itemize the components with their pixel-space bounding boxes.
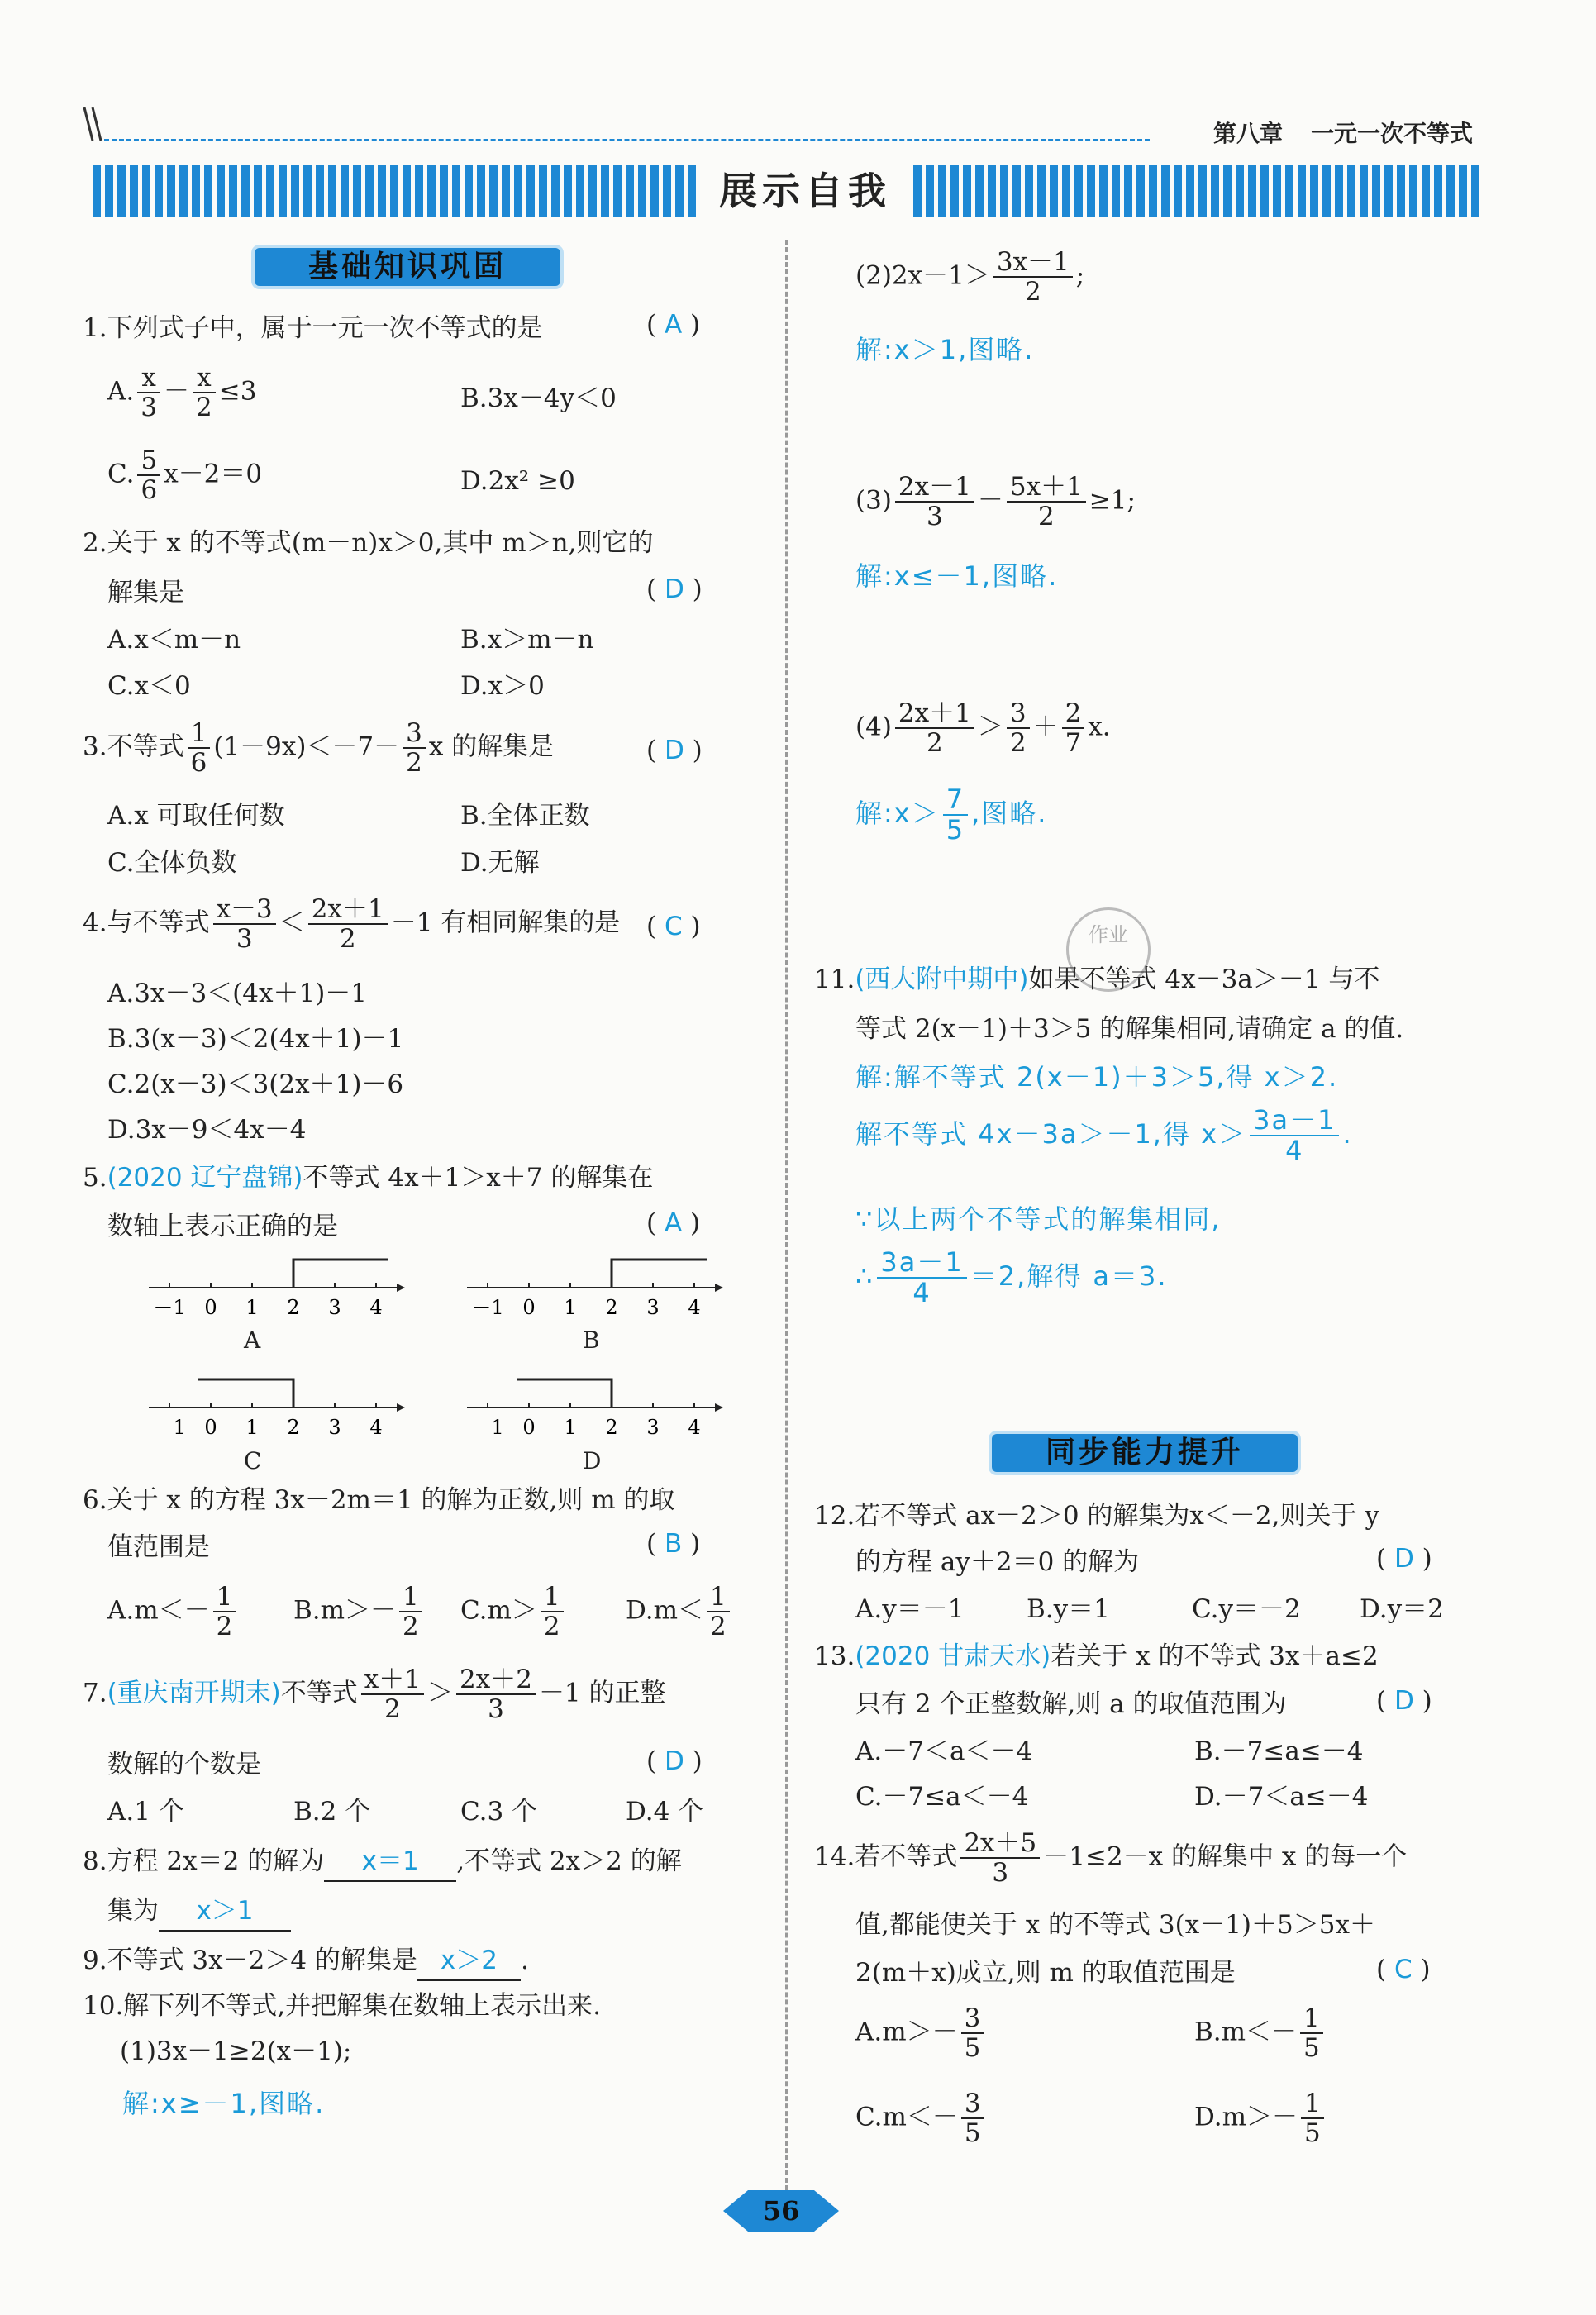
- q13-option-b: B.－7≤a≤－4: [1194, 1736, 1364, 1766]
- q7-stem2: 数解的个数是: [107, 1750, 261, 1779]
- svg-text:2: 2: [287, 1416, 300, 1439]
- q10-solution1: 解:x≥－1,图略.: [122, 2088, 326, 2119]
- q2-option-a: A.x＜m－n: [107, 625, 241, 655]
- q4-option-d: D.3x－9＜4x－4: [107, 1115, 307, 1145]
- q2-stem: 2.关于 x 的不等式(m－n)x＞0,其中 m＞n,则它的: [83, 528, 654, 558]
- q10-part1: (1)3x－1≥2(x－1);: [120, 2036, 352, 2066]
- q5-numberline-c: [145, 1368, 409, 1459]
- q5-label-b: B: [583, 1327, 600, 1354]
- q4-answer: ( C ): [646, 912, 701, 941]
- q12-stem2: 的方程 ay＋2＝0 的解为: [855, 1547, 1140, 1577]
- q3-answer: ( D ): [646, 736, 703, 765]
- q14-answer: ( C ): [1376, 1955, 1431, 1984]
- q13-stem: 13.(2020 甘肃天水)若关于 x 的不等式 3x＋a≤2: [814, 1641, 1379, 1671]
- q3-option-b: B.全体正数: [460, 801, 590, 831]
- svg-text:0: 0: [522, 1296, 536, 1319]
- svg-text:4: 4: [369, 1416, 383, 1439]
- q12-stem: 12.若不等式 ax－2＞0 的解集为x＜－2,则关于 y: [814, 1501, 1379, 1531]
- svg-text:2: 2: [605, 1416, 618, 1439]
- svg-text:4: 4: [688, 1296, 701, 1319]
- q10-stem: 10.解下列不等式,并把解集在数轴上表示出来.: [83, 1991, 602, 2021]
- q14-option-b: B.m＜－ $\frac{1}{5}$: [1194, 2004, 1327, 2062]
- q3-stem: 3.不等式 $\frac{1}{6}$ (1－9x)＜－7－ $\frac{3}{2}$ x 的解集是: [83, 718, 555, 779]
- q3-option-c: C.全体负数: [107, 848, 237, 878]
- q10-solution3: 解:x≤－1,图略.: [855, 560, 1059, 592]
- header-dashed-line: [104, 139, 1150, 141]
- q14-option-d: D.m＞－ $\frac{1}{5}$: [1194, 2089, 1327, 2147]
- svg-text:3: 3: [328, 1296, 341, 1319]
- q7-option-a: A.1 个: [107, 1797, 184, 1827]
- svg-text:－1: －1: [471, 1296, 504, 1319]
- q5-label-a: A: [244, 1327, 261, 1354]
- q8-stem: 8.方程 2x＝2 的解为 x＝1 ,不等式 2x＞2 的解: [83, 1843, 682, 1882]
- q12-option-c: C.y＝－2: [1192, 1594, 1301, 1624]
- q6-stem2: 值范围是: [107, 1532, 210, 1562]
- q11-stem: 11.(西大附中期中)如果不等式 4x－3a＞－1 与不: [814, 965, 1380, 994]
- svg-text:1: 1: [245, 1416, 259, 1439]
- q2-option-b: B.x＞m－n: [460, 625, 594, 655]
- section-advanced: 同步能力提升: [992, 1434, 1298, 1472]
- q5-numberline-a: [145, 1248, 409, 1339]
- section-basic: 基础知识巩固: [255, 248, 560, 286]
- header-decor: [83, 106, 106, 142]
- q14-stem2: 值,都能使关于 x 的不等式 3(x－1)＋5＞5x＋: [855, 1910, 1375, 1940]
- q1-option-c: C. $\frac{5}{6}$ x－2＝0: [107, 445, 263, 506]
- q3-option-d: D.无解: [460, 848, 540, 878]
- q6-option-d: D.m＜ $\frac{1}{2}$: [626, 1583, 733, 1641]
- q14-stem3: 2(m＋x)成立,则 m 的取值范围是: [855, 1958, 1236, 1988]
- q5-answer: ( A ): [646, 1208, 701, 1238]
- q7-option-d: D.4 个: [626, 1797, 704, 1827]
- q4-stem: 4.与不等式 $\frac{x-3}{3}$ ＜ $\frac{2x+1}{2}$ －1 有相同解集的是: [83, 894, 621, 955]
- q2-stem2: 解集是: [107, 578, 184, 607]
- q12-answer: ( D ): [1376, 1544, 1432, 1574]
- q6-stem: 6.关于 x 的方程 3x－2m＝1 的解为正数,则 m 的取: [83, 1485, 675, 1515]
- q13-option-d: D.－7＜a≤－4: [1194, 1782, 1369, 1812]
- q7-stem: 7.(重庆南开期末)不等式 $\frac{x+1}{2}$ ＞ $\frac{2x+2}{3}$ －1 的正整: [83, 1665, 666, 1725]
- q2-option-c: C.x＜0: [107, 671, 191, 701]
- q10-part4: (4) $\frac{2x+1}{2}$ ＞ $\frac{3}{2}$ ＋ $\frac{2}{7}$ x.: [855, 698, 1111, 759]
- q12-option-d: D.y＝2: [1360, 1594, 1444, 1624]
- q7-option-b: B.2 个: [293, 1797, 371, 1827]
- q5-stem: 5.(2020 辽宁盘锦)不等式 4x＋1＞x＋7 的解集在: [83, 1163, 654, 1193]
- q5-label-d: D: [583, 1447, 602, 1474]
- q11-solution2: 解不等式 4x－3a＞－1,得 x＞ $\frac{3a-1}{4}$ .: [855, 1104, 1353, 1167]
- q1-option-b: B.3x－4y＜0: [460, 383, 617, 413]
- svg-text:－1: －1: [153, 1416, 186, 1439]
- q4-option-a: A.3x－3＜(4x＋1)－1: [107, 979, 368, 1008]
- column-divider: [785, 240, 788, 2190]
- q13-option-c: C.－7≤a＜－4: [855, 1782, 1029, 1812]
- q1-answer: ( A ): [646, 310, 701, 340]
- q1-stem: 1.下列式子中，属于一元一次不等式的是: [83, 313, 543, 343]
- q12-option-b: B.y＝1: [1027, 1594, 1110, 1624]
- svg-text:2: 2: [605, 1296, 618, 1319]
- svg-text:4: 4: [688, 1416, 701, 1439]
- svg-text:1: 1: [245, 1296, 259, 1319]
- svg-text:3: 3: [328, 1416, 341, 1439]
- q5-stem2: 数轴上表示正确的是: [107, 1212, 338, 1241]
- q14-stem: 14.若不等式 $\frac{2x+5}{3}$ －1≤2－x 的解集中 x 的每一个: [814, 1828, 1408, 1889]
- q4-option-c: C.2(x－3)＜3(2x＋1)－6: [107, 1069, 404, 1099]
- page-number: 56: [723, 2189, 839, 2233]
- svg-text:3: 3: [646, 1296, 660, 1319]
- svg-text:0: 0: [204, 1416, 217, 1439]
- svg-text:1: 1: [564, 1416, 577, 1439]
- svg-text:1: 1: [564, 1296, 577, 1319]
- q10-part3: (3) $\frac{2x-1}{3}$ － $\frac{5x+1}{2}$ ≥1;: [855, 472, 1136, 532]
- q13-answer: ( D ): [1376, 1686, 1432, 1716]
- svg-text:4: 4: [369, 1296, 383, 1319]
- svg-text:2: 2: [287, 1296, 300, 1319]
- svg-text:0: 0: [204, 1296, 217, 1319]
- q10-solution2: 解:x＞1,图略.: [855, 334, 1035, 365]
- q14-option-a: A.m＞－ $\frac{3}{5}$: [855, 2004, 987, 2062]
- q11-solution3: ∵以上两个不等式的解集相同,: [855, 1203, 1222, 1235]
- q6-option-c: C.m＞ $\frac{1}{2}$: [460, 1583, 567, 1641]
- q10-part2: (2)2x－1＞ $\frac{3x-1}{2}$ ;: [855, 247, 1085, 307]
- svg-text:0: 0: [522, 1416, 536, 1439]
- q6-answer: ( B ): [646, 1529, 701, 1559]
- q1-option-a: A. $\frac{x}{3}$ － $\frac{x}{2}$ ≤3: [107, 363, 257, 423]
- q3-option-a: A.x 可取任何数: [107, 801, 285, 831]
- q12-option-a: A.y＝－1: [855, 1594, 965, 1624]
- q4-option-b: B.3(x－3)＜2(4x＋1)－1: [107, 1024, 404, 1054]
- q2-answer: ( D ): [646, 574, 703, 604]
- homework-stamp: 作业: [1066, 907, 1151, 992]
- q11-solution1: 解:解不等式 2(x－1)＋3＞5,得 x＞2.: [855, 1061, 1339, 1093]
- q7-option-c: C.3 个: [460, 1797, 538, 1827]
- q1-option-d: D.2x² ≥0: [460, 466, 575, 496]
- q11-solution4: ∴ $\frac{3a-1}{4}$ ＝2,解得 a＝3.: [855, 1246, 1168, 1309]
- svg-text:－1: －1: [471, 1416, 504, 1439]
- chapter-title: 一元一次不等式: [1311, 120, 1474, 147]
- chapter-label: [1213, 116, 1473, 149]
- banner-right-stripes: [913, 165, 1479, 217]
- banner-title: 展示自我: [719, 169, 891, 213]
- q11-stem2: 等式 2(x－1)＋3＞5 的解集相同,请确定 a 的值.: [855, 1014, 1404, 1044]
- q14-option-c: C.m＜－ $\frac{3}{5}$: [855, 2089, 988, 2147]
- chapter-number: 第八章: [1213, 120, 1284, 147]
- q8-stem2: 集为 x＞1: [107, 1893, 291, 1932]
- q10-solution4: 解:x＞ $\frac{7}{5}$ ,图略.: [855, 784, 1048, 846]
- banner-left-stripes: [93, 165, 696, 217]
- svg-text:3: 3: [646, 1416, 660, 1439]
- q6-option-a: A.m＜－ $\frac{1}{2}$: [107, 1583, 239, 1641]
- q7-answer: ( D ): [646, 1746, 703, 1776]
- q2-option-d: D.x＞0: [460, 671, 545, 701]
- q5-label-c: C: [244, 1447, 262, 1474]
- q13-option-a: A.－7＜a＜－4: [855, 1736, 1033, 1766]
- svg-text:－1: －1: [153, 1296, 186, 1319]
- q13-stem2: 只有 2 个正整数解,则 a 的取值范围为: [855, 1689, 1287, 1719]
- q6-option-b: B.m＞－ $\frac{1}{2}$: [293, 1583, 426, 1641]
- q9-stem: 9.不等式 3x－2＞4 的解集是 x＞2 .: [83, 1942, 529, 1981]
